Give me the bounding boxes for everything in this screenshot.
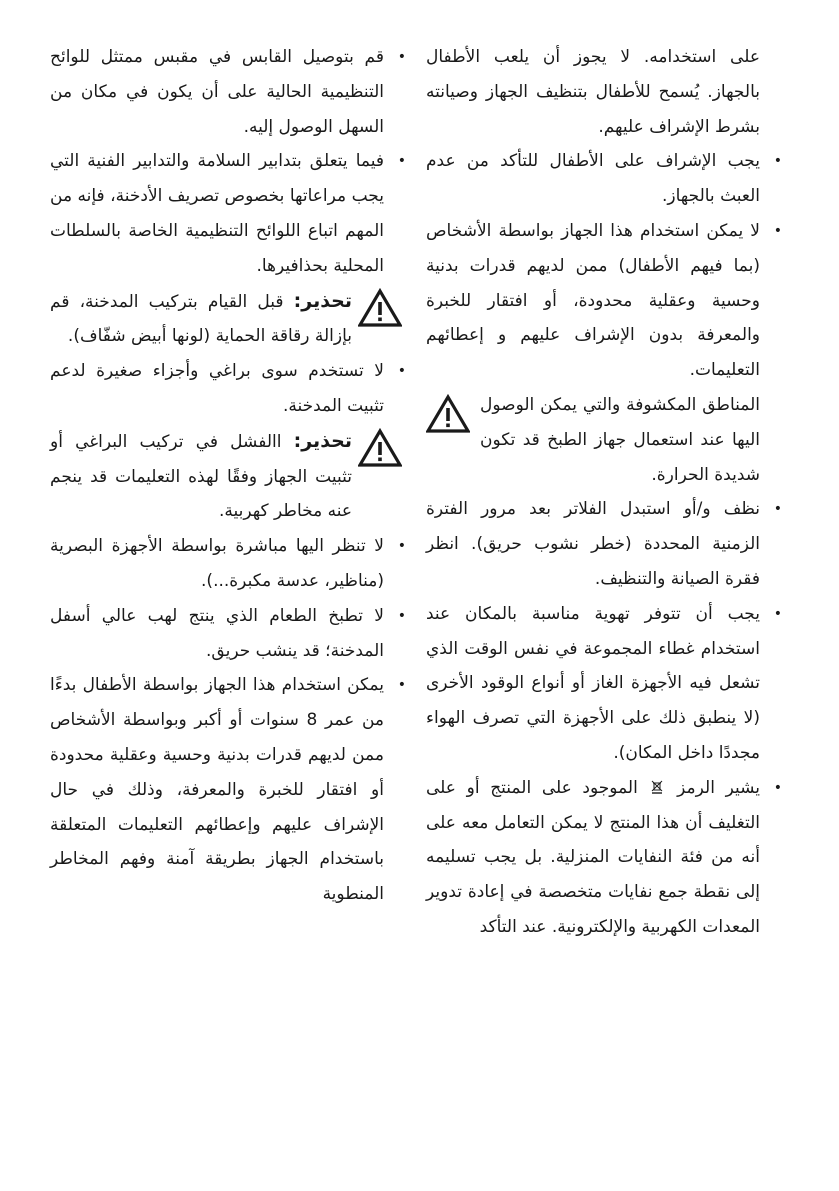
list-item-text: يمكن استخدام هذا الجهاز بواسطة الأطفال بدءًا من عمر 8 سنوات أو أكبر وبواسطة الأشخاص ممن لديهم قدرات بدنية وحسية وعقلية محدودة أو افتقار للخبرة والمعرفة، وذلك في حال الإشراف عليهم وإعطائهم التعليمات المتعلقة باستخدام الجهاز بطريقة آمنة وفهم المخاطر المنطوية bbox=[50, 675, 384, 905]
warning-protective-film bbox=[50, 284, 408, 355]
right-column bbox=[426, 40, 784, 945]
bullet: • bbox=[397, 153, 406, 170]
left-column bbox=[50, 40, 408, 912]
list-item-text: لا تستخدم سوى براغي وأجزاء صغيرة لدعم تثبيت المدخنة. bbox=[50, 361, 384, 416]
warning-text: االفشل في تركيب البراغي أو تثبيت الجهاز وفقًا لهذه التعليمات قد ينجم عنه مخاطر كهربية. bbox=[50, 431, 352, 522]
list-item-text: نظف و/أو استبدل الفلاتر بعد مرور الفترة الزمنية المحددة (خطر نشوب حريق). انظر فقرة الصيانة والتنظيف. bbox=[426, 499, 760, 589]
bullet: • bbox=[397, 677, 406, 694]
bullet: • bbox=[397, 538, 406, 555]
list-item-text: لا يمكن استخدام هذا الجهاز بواسطة الأشخاص (بما فيهم الأطفال) ممن لديهم قدرات بدنية وحسية وعقلية محدودة، أو افتقار للخبرة والمعرفة بدون الإشراف عليهم و إعطائهم التعليمات. bbox=[426, 220, 760, 381]
list-item-plug bbox=[50, 40, 408, 144]
bullet: • bbox=[773, 779, 782, 796]
list-item-text: يجب الإشراف على الأطفال للتأكد من عدم العبث بالجهاز. bbox=[426, 151, 760, 207]
list-item-text: لا تطبخ الطعام الذي ينتج لهب عالي أسفل المدخنة؛ قد ينشب حريق. bbox=[50, 605, 384, 661]
list-item-recycling-symbol bbox=[426, 771, 784, 945]
bullet: • bbox=[773, 222, 782, 239]
warning-title: تحذير: bbox=[293, 289, 353, 312]
list-item-ventilation bbox=[426, 597, 784, 771]
list-item-flame bbox=[50, 599, 408, 669]
continuation-paragraph: على استخدامه. لا يجوز أن يلعب الأطفال بالجهاز. يُسمح للأطفال بتنظيف الجهاز وصيانته بشرط الإشراف عليهم. bbox=[426, 47, 760, 137]
bullet: • bbox=[397, 49, 406, 65]
warning-triangle-icon bbox=[426, 394, 470, 434]
bullet: • bbox=[397, 607, 406, 624]
bullet: • bbox=[773, 153, 782, 170]
warning-text: قبل القيام بتركيب المدخنة، قم بإزالة رقاقة الحماية (لونها أبيض شفّاف). bbox=[50, 291, 352, 347]
list-item-text-end: الموجود على المنتج أو على التغليف أن هذا المنتج لا يمكن التعامل معه على أنه من فئة النفايات المنزلية. بل يجب تسليمه إلى نقطة جمع نفايات متخصصة في إعادة تدوير المعدات الكهربية والإلكترونية. عند التأكد bbox=[426, 777, 760, 937]
list-item-optical bbox=[50, 529, 408, 599]
warning-triangle-icon bbox=[358, 428, 402, 468]
list-item-screws bbox=[50, 354, 408, 424]
list-item-age-8 bbox=[50, 668, 408, 912]
crossed-bin-icon bbox=[651, 780, 663, 794]
warning-triangle-icon bbox=[358, 288, 402, 328]
hot-surfaces-warning bbox=[426, 388, 784, 492]
list-item-children-supervision bbox=[426, 144, 784, 214]
bullet: • bbox=[397, 363, 406, 380]
list-item-text: فيما يتعلق بتدابير السلامة والتدابير الفنية التي يجب مراعاتها بخصوص تصريف الأدخنة، فإنه من المهم اتباع اللوائح التنظيمية الخاصة بالسلطات المحلية بحذافيرها. bbox=[50, 151, 384, 276]
list-item-filters bbox=[426, 492, 784, 596]
list-item-regulations bbox=[50, 144, 408, 283]
bullet: • bbox=[773, 605, 782, 622]
list-item-text-start: يشير الرمز bbox=[677, 777, 760, 798]
warning-electrical-hazard bbox=[50, 424, 408, 529]
list-item-text: قم بتوصيل القابس في مقبس ممتثل للوائح التنظيمية الحالية على أن يكون في مكان من السهل الوصول إليه. bbox=[50, 47, 384, 137]
warning-text: المناطق المكشوفة والتي يمكن الوصول اليها عند استعمال جهاز الطبخ قد تكون شديدة الحرارة. bbox=[480, 394, 760, 485]
warning-title: تحذير: bbox=[293, 429, 352, 452]
bullet: • bbox=[773, 501, 782, 518]
list-item-text: يجب أن تتوفر تهوية مناسبة بالمكان عند استخدام غطاء المجموعة في نفس الوقت الذي تشعل فيه الأجهزة الغاز أو أنواع الوقود الأخرى (لا ينطبق ذلك على الأجهزة التي تصرف الهواء مجددًا داخل المكان). bbox=[426, 603, 760, 763]
list-item-limited-capacity bbox=[426, 214, 784, 388]
list-item-text: لا تنظر اليها مباشرة بواسطة الأجهزة البصرية (مناظير، عدسة مكبرة...). bbox=[50, 536, 384, 591]
